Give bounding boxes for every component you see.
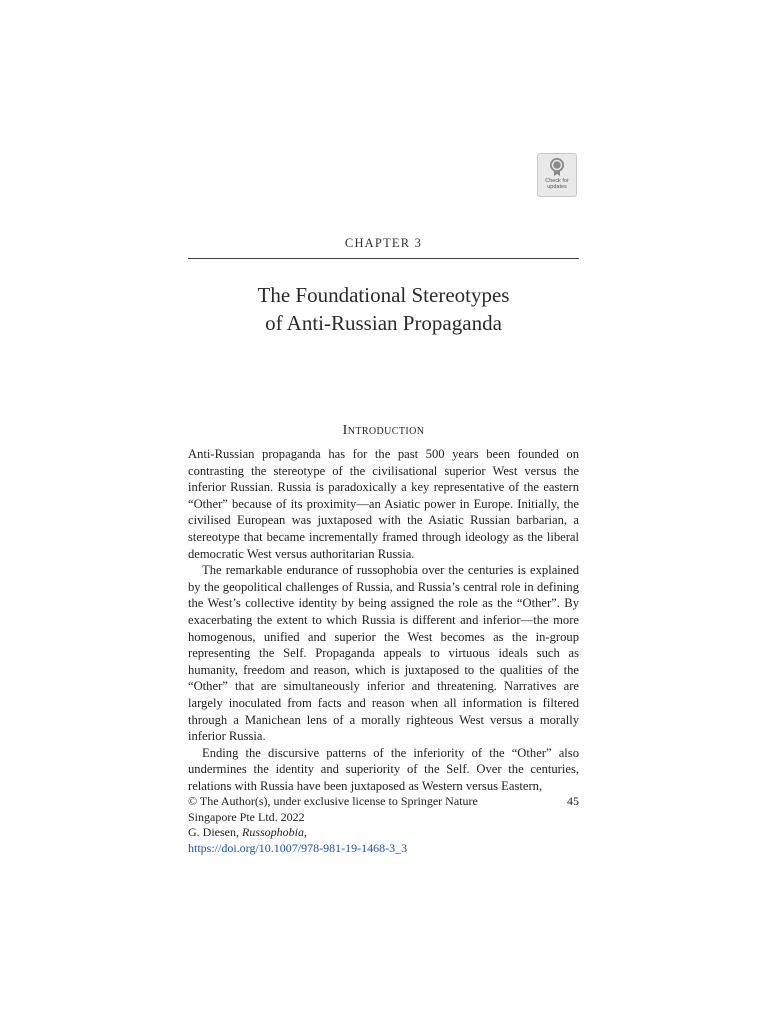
chapter-title [188,281,579,337]
citation-line [188,825,579,841]
paragraph: Anti-Russian propaganda has for the past 500 years been founded on contrasting the stereotype of the civilisational superior West versus the inferior Russian. Russia is paradoxically a key representative of the eastern “Other” because of its proximity—an Asiatic power in Europe. Initially, the civilised European was juxtaposed with the Asiatic Russian barbarian, a stereotype that became incrementally framed through ideology as the liberal democratic West versus authoritarian Russia. [188,447,579,561]
bookmark-check-icon [548,157,566,177]
page-number: 45 [567,794,579,808]
chapter-label: CHAPTER 3 [344,236,423,250]
book-title: Russophobia [242,825,305,840]
paragraph: Ending the discursive patterns of the inferiority of the “Other” also undermines the identity and superiority of the Self. Over the centuries, relations with Russia have been juxtaposed as Western versus Eastern, [188,745,579,793]
section-heading: Introduction [342,423,425,438]
citation-suffix: , [304,825,308,840]
badge-line-2: updates [547,184,567,190]
chapter-title-line-2: of Anti-Russian Propaganda [265,311,502,335]
body-text [188,446,579,794]
footnote-block [188,794,579,856]
paragraph: The remarkable endurance of russophobia over the centuries is explained by the geopolitical challenges of Russia, and Russia’s central role in defining the West’s collective identity by being assigned the role as the “Other”. By exacerbating the extent to which Russia is different and inferior—the more homogenous, unified and superior the West becomes as the in-group representing the Self. Propaganda appeals to virtuous ideals such as humanity, freedom and reason, which is juxtaposed to the qualities of the “Other” that are simultaneously inferior and threatening. Narratives are largely inoculated from facts and reason when all information is filtered through a Manichean lens of a morally righteous West versus a morally inferior Russia. [188,563,579,744]
copyright-line: © The Author(s), under exclusive license to Springer Nature [188,794,478,808]
publisher-line: Singapore Pte Ltd. 2022 [188,809,305,824]
check-for-updates-badge[interactable] [537,153,577,197]
check-for-updates-label [538,178,576,190]
author-name: G. Diesen, [188,825,242,840]
doi-link[interactable]: https://doi.org/10.1007/978-981-19-1468-3_3 [188,840,408,855]
chapter-title-line-1: The Foundational Stereotypes [257,283,510,307]
badge-line-1: Check for [545,178,569,184]
chapter-divider [188,258,579,259]
